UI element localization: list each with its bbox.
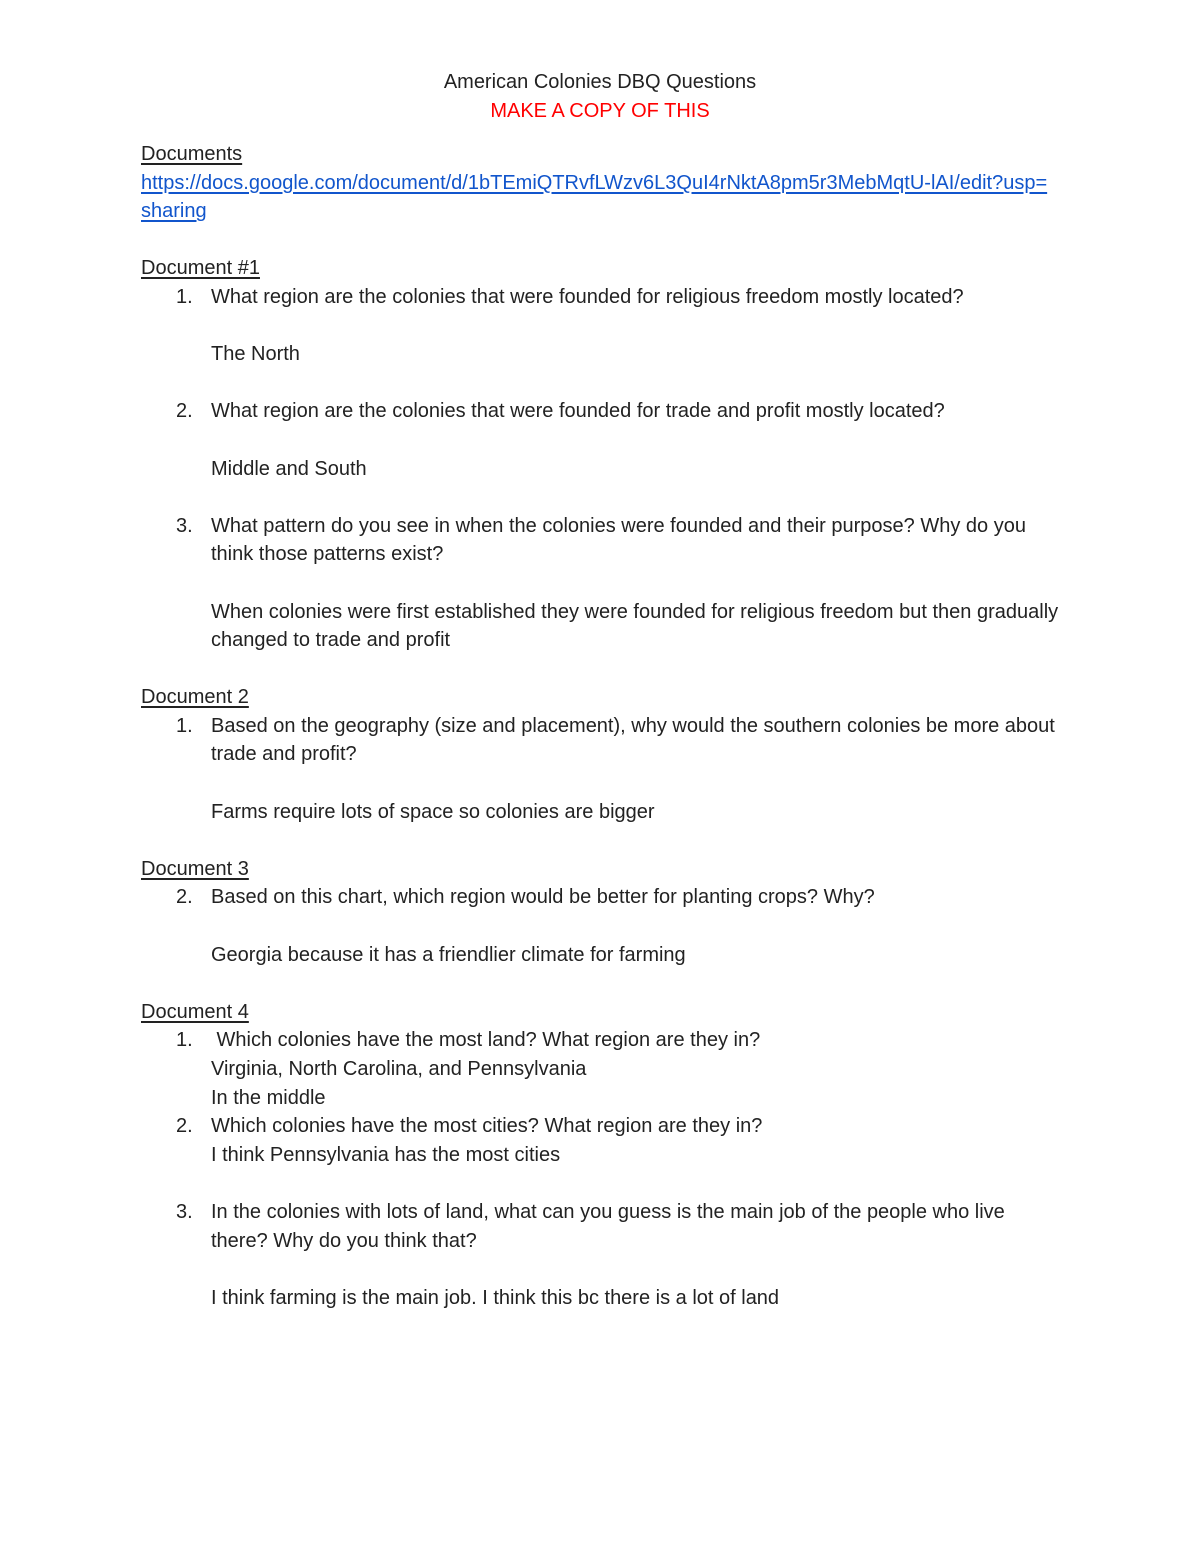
documents-link[interactable]: https://docs.google.com/document/d/1bTEmiQTRvfLWzv6L3QuI4rNktA8pm5r3MebMqtU-lAI/edit?usp=sharing — [141, 171, 1048, 223]
list-item — [141, 712, 1061, 826]
answer-text: Virginia, North Carolina, and Pennsylvania — [211, 1058, 587, 1080]
question-list-document-2 — [141, 712, 1061, 826]
answer-text: The North — [211, 343, 300, 366]
question-text: What region are the colonies that were founded for trade and profit mostly located? — [211, 400, 945, 423]
spacer — [211, 426, 1061, 455]
answer-text: Georgia because it has a friendlier climate for farming — [211, 943, 686, 966]
list-item — [141, 283, 1061, 397]
question-list-document-1 — [141, 283, 1061, 655]
question-number: 2. — [176, 886, 193, 909]
list-item — [141, 397, 1061, 511]
spacer — [211, 569, 1061, 598]
question-number: 3. — [176, 514, 193, 537]
question-text: Which colonies have the most land? What region are they in? — [211, 1029, 761, 1052]
list-item — [141, 1198, 1061, 1312]
question-text: Based on the geography (size and placement), why would the southern colonies be more about trade and profit? — [211, 714, 1055, 766]
spacer — [141, 226, 1061, 255]
spacer — [211, 312, 1061, 341]
question-text: Based on this chart, which region would be better for planting crops? Why? — [211, 886, 875, 909]
list-item — [141, 1026, 1061, 1112]
answer-text: Farms require lots of space so colonies are bigger — [211, 800, 655, 823]
document-title: American Colonies DBQ Questions — [443, 71, 757, 93]
question-number: 2. — [176, 400, 193, 423]
answer-text: Middle and South — [211, 457, 367, 480]
spacer — [141, 969, 1061, 998]
question-number: 1. — [176, 285, 193, 308]
question-list-document-4 — [141, 1026, 1061, 1312]
document-body — [141, 140, 1061, 1312]
title-block — [0, 68, 1200, 126]
answer-text: When colonies were first established they were founded for religious freedom but then gradually changed to trade and profit — [211, 600, 1059, 652]
spacer — [211, 483, 1061, 512]
documents-heading: Documents — [141, 143, 243, 165]
list-item — [141, 883, 1061, 969]
answer-text: In the middle — [211, 1086, 326, 1109]
section-heading-document-1: Document #1 — [141, 257, 260, 280]
section-heading-document-4: Document 4 — [141, 1000, 249, 1023]
question-list-document-3 — [141, 883, 1061, 969]
answer-text: I think Pennsylvania has the most cities — [211, 1143, 561, 1166]
question-number: 1. — [176, 1029, 193, 1052]
spacer — [211, 1255, 1061, 1284]
spacer — [211, 1169, 1061, 1198]
question-text: What region are the colonies that were founded for religious freedom mostly located? — [211, 285, 964, 308]
document-subtitle: MAKE A COPY OF THIS — [490, 100, 710, 122]
spacer — [211, 769, 1061, 798]
question-number: 3. — [176, 1200, 193, 1223]
list-item — [141, 512, 1061, 655]
question-text: What pattern do you see in when the colonies were founded and their purpose? Why do you think those patterns exist? — [211, 514, 1026, 566]
question-number: 2. — [176, 1115, 193, 1138]
question-number: 1. — [176, 714, 193, 737]
spacer — [141, 655, 1061, 684]
list-item — [141, 1112, 1061, 1198]
question-text: In the colonies with lots of land, what can you guess is the main job of the people who live there? Why do you think that? — [211, 1200, 1005, 1252]
answer-text: I think farming is the main job. I think this bc there is a lot of land — [211, 1286, 780, 1309]
spacer — [211, 369, 1061, 398]
spacer — [211, 912, 1061, 941]
spacer — [141, 826, 1061, 855]
section-heading-document-2: Document 2 — [141, 686, 249, 709]
question-text: Which colonies have the most cities? What region are they in? — [211, 1115, 763, 1138]
section-heading-document-3: Document 3 — [141, 857, 249, 880]
